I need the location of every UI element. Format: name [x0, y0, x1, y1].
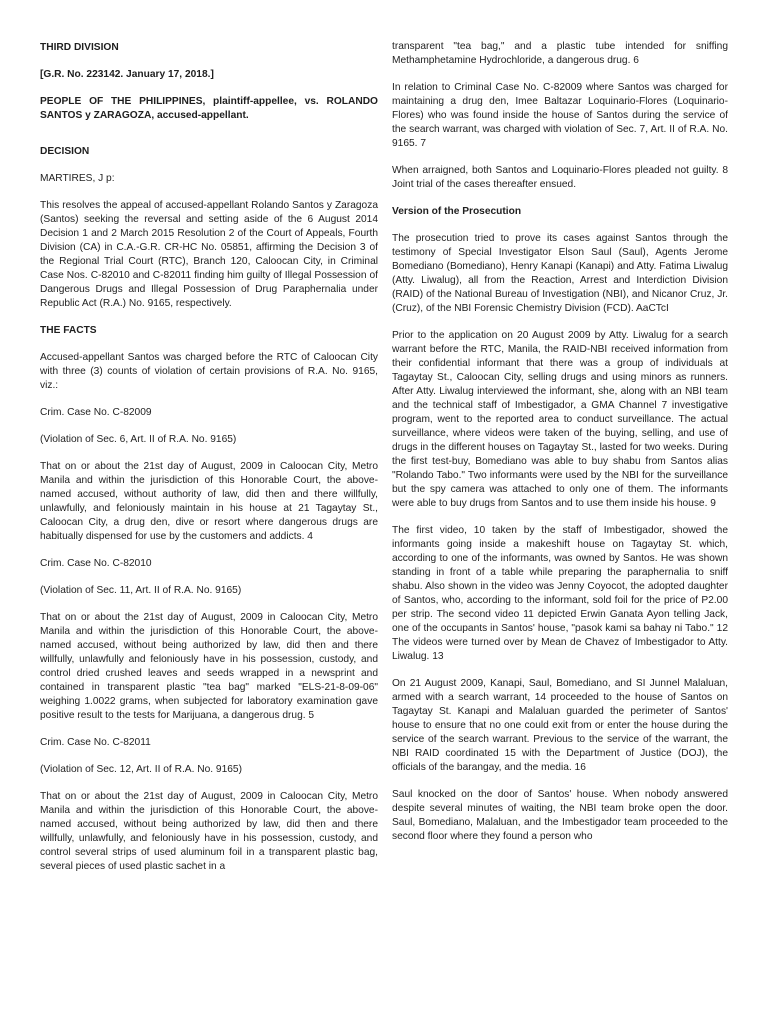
charge-intro-paragraph: Accused-appellant Santos was charged before the RTC of Caloocan City with three (3) counts of violation of certain provisions of R.A. No. 9165, viz.: [40, 352, 378, 391]
information-82011: That on or about the 21st day of August, 2009 in Caloocan City, Metro Manila and within the jurisdiction of this Honorable Court, the above-named accused, without being authorized by law, did then and there willfully, unlawfully, and feloniously have in his possession, custody, and control several strips of used aluminum foil in a transparent plastic bag, several pieces of used plastic sachet in a [40, 791, 378, 872]
surveillance-paragraph: Prior to the application on 20 August 2009 by Atty. Liwalug for a search warrant before the RTC, Manila, the RAID-NBI received information from their confidential informant that there was a group of individuals at Tagaytay St., Caloocan City, selling drugs and using minors as runners. After Atty. Liwalug interviewed the informant, she, along with an NBI team and the technical staff of Imbestigador, a GMA Channel 7 investigative program, went to the reported area to conduct surveillance. The actual surveillance, where videos were taken of the buying, selling, and use of drugs in the different houses on Tagaytay St., lasted for two weeks. During the first test-buy, Bomediano was able to buy shabu from Santos alias "Rolando Tabo." Two informants were used by the NBI for the surveillance but the spy camera was attached to only one of them. The informants were able to buy drugs from Santos and to use them inside his house. 9 [392, 330, 728, 509]
relation-82009-paragraph: In relation to Criminal Case No. C-82009 where Santos was charged for maintaining a drug den, Imee Baltazar Loquinario-Flores (Loquinario-Flores) who was found inside the house of Santos during the service of the search warrant, was charged with violation of Sec. 7, Art. II of R.A. No. 9165. 7 [392, 82, 728, 149]
division-heading: THIRD DIVISION [40, 42, 119, 53]
facts-heading: THE FACTS [40, 325, 97, 336]
information-82010: That on or about the 21st day of August, 2009 in Caloocan City, Metro Manila and within the jurisdiction of this Honorable Court, the above-named accused, without being authorized by law, did then and there willfully, unlawfully and feloniously have in his possession, custody, and control dried crushed leaves and seeds wrapped in a newsprint and contained in transparent plastic "tea bag" marked "ELS-21-8-09-06" weighing 1.0022 grams, when subjected for laboratory examination gave positive result to the tests for Marijuana, a dangerous drug. 5 [40, 612, 378, 721]
prosecution-heading: Version of the Prosecution [392, 206, 522, 217]
case-title: PEOPLE OF THE PHILIPPINES, plaintiff-appellee, vs. ROLANDO SANTOS y ZARAGOZA, accused-appellant. [40, 96, 378, 121]
ponente: MARTIRES, J p: [40, 173, 115, 184]
intro-paragraph: This resolves the appeal of accused-appellant Rolando Santos y Zaragoza (Santos) seeking the reversal and setting aside of the 6 August 2014 Decision 1 and 2 March 2015 Resolution 2 of the Court of Appeals, Fourth Division (CA) in C.A.-G.R. CR-HC No. 05851, affirming the Decision 3 of the Regional Trial Court (RTC), Branch 120, Caloocan City, in Criminal Case Nos. C-82010 and C-82011 finding him guilty of Illegal Possession of Dangerous Drugs and Illegal Possession of Drug Paraphernalia under Republic Act (R.A.) No. 9165, respectively. [40, 200, 378, 309]
decision-heading: DECISION [40, 146, 90, 157]
warrant-service-paragraph: On 21 August 2009, Kanapi, Saul, Bomediano, and SI Junnel Malaluan, armed with a search warrant, 14 proceeded to the house of Santos on Tagaytay St. Kanapi and Malaluan guarded the perimeter of Santos' house to ensure that no one could exit from or enter the house during the service of the search warrant. Previous to the service of the warrant, the NBI RAID coordinated 15 with the Department of Justice (DOJ), the officials of the barangay, and the media. 16 [392, 678, 728, 773]
case-violation-82010: (Violation of Sec. 11, Art. II of R.A. No. 9165) [40, 585, 242, 596]
gr-number: [G.R. No. 223142. January 17, 2018.] [40, 69, 214, 80]
right-column [392, 40, 728, 857]
case-number-82010: Crim. Case No. C-82010 [40, 558, 152, 569]
left-column [40, 41, 378, 887]
information-82011-continued: transparent "tea bag," and a plastic tube intended for sniffing Methamphetamine Hydrochloride, a dangerous drug. 6 [392, 41, 728, 66]
case-number-82011: Crim. Case No. C-82011 [40, 737, 151, 748]
case-violation-82009: (Violation of Sec. 6, Art. II of R.A. No. 9165) [40, 434, 237, 445]
case-violation-82011: (Violation of Sec. 12, Art. II of R.A. No. 9165) [40, 764, 242, 775]
case-number-82009: Crim. Case No. C-82009 [40, 407, 152, 418]
information-82009: That on or about the 21st day of August, 2009 in Caloocan City, Metro Manila and within the jurisdiction of this Honorable Court, the above-named accused, without authority of law, did then and there willfully, unlawfully, and feloniously maintain in his house at 21 Tagaytay St., Caloocan City, a drug den, dive or resort where dangerous drugs are habitually dispensed for use by the customers and addicts. 4 [40, 461, 378, 542]
entry-paragraph: Saul knocked on the door of Santos' house. When nobody answered despite several minutes of waiting, the NBI team broke open the door. Saul, Bomediano, Malaluan, and the Imbestigador team proceeded to the second floor where they found a person who [392, 789, 728, 842]
arraignment-paragraph: When arraigned, both Santos and Loquinario-Flores pleaded not guilty. 8 Joint trial of the cases thereafter ensued. [392, 165, 728, 190]
videos-paragraph: The first video, 10 taken by the staff of Imbestigador, showed the informants going inside a makeshift house on Tagaytay St. which, according to one of the informants, was owned by Santos. He was shown standing in front of a table while preparing the paraphernalia to sniff shabu. Also shown in the video was Jenny Coyocot, the adopted daughter of Santos, who, according to the informant, sold foil for the price of P2.00 per strip. The second video 11 depicted Erwin Ganata Ayon telling Jack, one of the occupants in Santos' house, "pasok kami sa bahay ni Tabo." 12 The videos were turned over by Mean de Chavez of Imbestigador to Atty. Liwalug. 13 [392, 525, 728, 662]
prosecution-witnesses-paragraph: The prosecution tried to prove its cases against Santos through the testimony of Special Investigator Elson Saul (Saul), Agents Jerome Bomediano (Bomediano), Henry Kanapi (Kanapi) and Atty. Fatima Liwalug (Atty. Liwalug), all from the Reaction, Arrest and Interdiction Division (RAID) of the National Bureau of Investigation (NBI), and Nicanor Cruz, Jr. (Cruz), of the NBI Forensic Chemistry Division (FCD). AaCTcI [392, 233, 728, 314]
